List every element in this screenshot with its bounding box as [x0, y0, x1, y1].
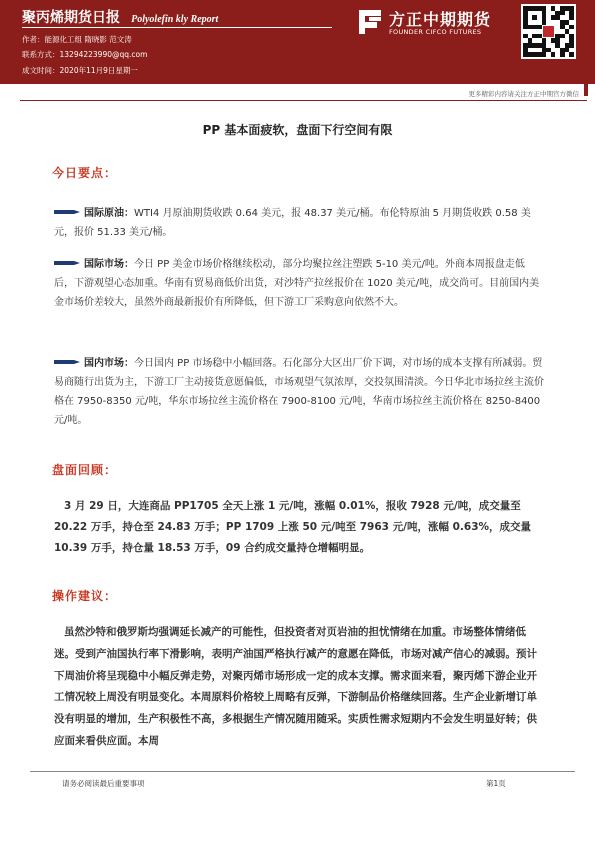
paragraph-domestic-market	[54, 354, 544, 430]
qr-code-icon	[521, 4, 576, 59]
logo-text-en: FOUNDER CIFCO FUTURES	[389, 28, 482, 36]
strip-divider	[20, 100, 587, 101]
logo-text-cn: 方正中期期货	[389, 10, 492, 29]
paragraph-advice: 虽然沙特和俄罗斯均强调延长减产的可能性，但投资者对页岩油的担忧情绪在加重。市场整体情绪低迷。受到产油国执行率下滑影响，表明产油国严格执行减产的意愿在降低，市场对减产信心的减弱。预计下周油价将呈现稳中小幅反弹走势，对聚丙烯市场形成一定的成本支撑。需求面来看，聚丙烯下游企业开工情况较上周没有明显变化。本周原料价格较上周略有反弹，下游制品价格继续回落。生产企业新增订单没有明显的增加，生产积极性不高，多根据生产情况随用随采。实质性需求短期内不会发生明显好转；供应面来看供应面。本周	[54, 626, 537, 747]
domestic-text: 今日国内 PP 市场稳中小幅回落。石化部分大区出厂价下调，对市场的成本支撑有所减弱。贸易商随行出货为主，下游工厂主动接货意愿偏低，市场观望气氛浓厚，交投氛围清淡。今日华北市场拉丝主流价格在 7950-8350 元/吨，华东市场拉丝主流价格在 7900-8100 元/吨，华南市场拉丝主流价格在 8250-8400 元/吨。	[54, 358, 544, 426]
intl-label: 国际市场：	[84, 259, 134, 270]
section-review: 盘面回顾：	[52, 463, 118, 477]
contact: 联系方式：13294223990@qq.com	[22, 50, 148, 59]
page-number: 第1页	[486, 779, 506, 788]
arrow-bar-icon	[54, 359, 80, 365]
header-divider	[22, 27, 332, 28]
wechat-notice: 更多精彩内容请关注方正中期官方微信	[468, 90, 579, 98]
section-advice: 操作建议：	[52, 589, 118, 603]
paragraph-intl-market	[54, 255, 544, 312]
section-key-points: 今日要点：	[52, 166, 118, 180]
crude-label: 国际原油：	[84, 208, 134, 219]
footer-notice: 请务必阅读最后重要事项	[62, 779, 145, 788]
report-header	[0, 0, 595, 84]
qr-logo-icon	[542, 25, 555, 38]
footer-divider	[30, 771, 575, 772]
arrow-bar-icon	[54, 209, 80, 215]
report-title	[22, 7, 218, 27]
authors: 作者：能源化工组 隋晓影 范文涛	[22, 35, 132, 44]
crude-text: WTI4 月原油期货收跌 0.64 美元，报 48.37 美元/桶。布伦特原油 5 月期货收跌 0.58 美元，报价 51.33 美元/桶。	[54, 208, 531, 238]
domestic-label: 国内市场：	[84, 358, 134, 369]
paragraph-review: 3 月 29 日，大连商品 PP1705 全天上涨 1 元/吨，涨幅 0.01%，报收 7928 元/吨，成交量至 20.22 万手，持仓至 24.83 万手；PP 1709 上涨 50 元/吨至 7963 元/吨，涨幅 0.63%，成交量 10.39 万手，持仓量 18.53 万手，09 合约成交量持仓增幅明显。	[54, 500, 532, 554]
logo-mark-icon	[355, 8, 385, 36]
wechat-strip	[0, 84, 595, 102]
page-title: PP 基本面疲软，盘面下行空间有限	[202, 123, 393, 137]
report-date: 成文时间：2020年11月9日星期一	[22, 66, 138, 75]
title-cn: 聚丙烯期货日报	[22, 10, 120, 26]
intl-text: 今日 PP 美金市场价格继续松动，部分均聚拉丝注塑跌 5-10 美元/吨。外商本周报盘走低后，下游观望心态加重。华南有贸易商低价出货，对沙特产拉丝报价在 1020 美元/吨，成交尚可。目前国内美金市场价差较大，虽然外商最新报价有所降低，但下游工厂采购意向依然不大。	[54, 259, 540, 308]
paragraph-crude-oil	[54, 204, 544, 242]
arrow-bar-icon	[54, 260, 80, 266]
title-en: Polyolefin kly Report	[131, 14, 219, 25]
company-logo	[355, 6, 510, 40]
